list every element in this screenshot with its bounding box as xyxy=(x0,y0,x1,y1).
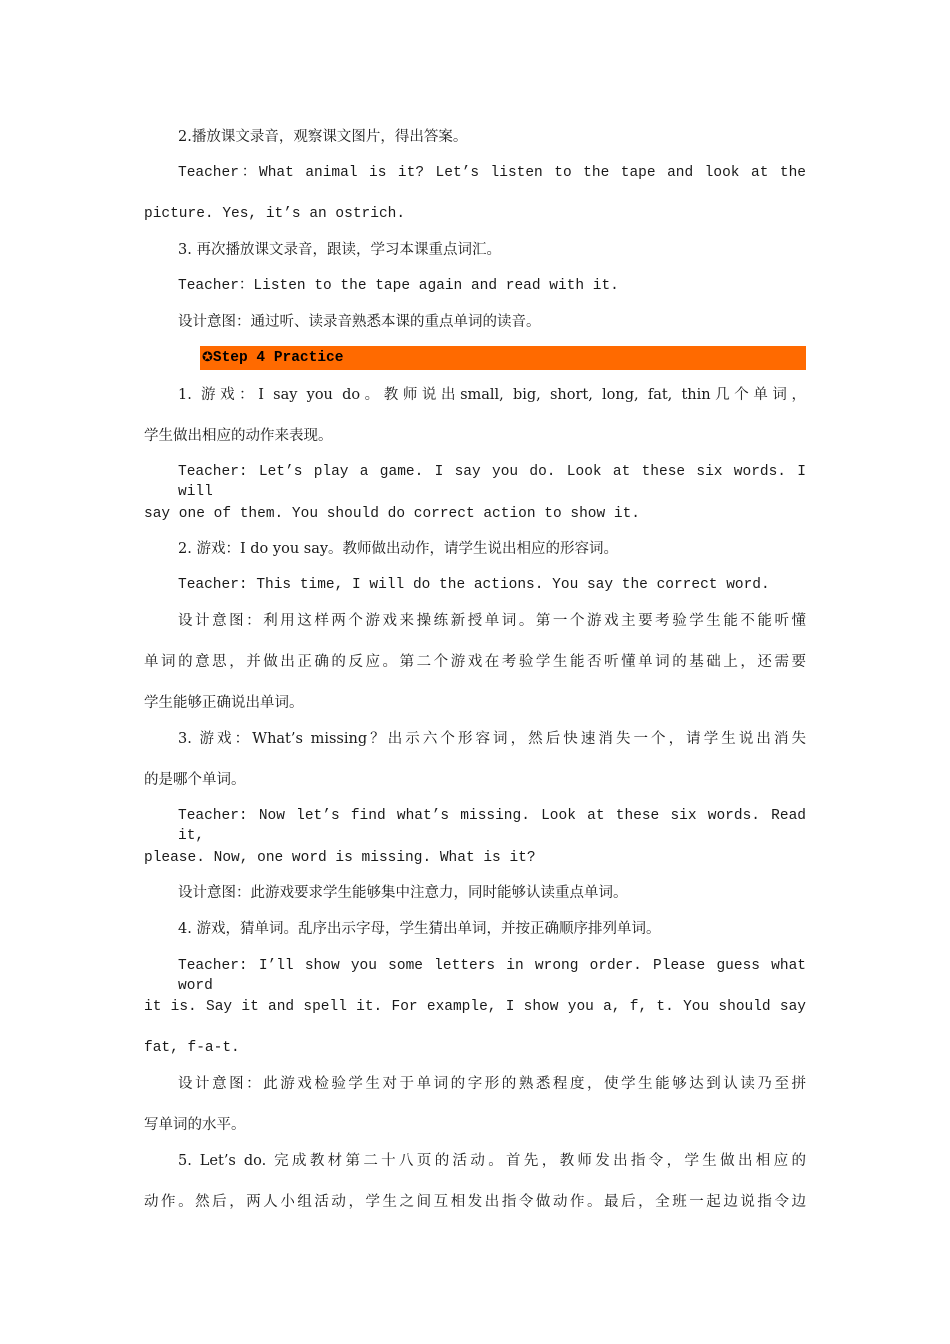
text-line: please. Now, one word is missing. What is it? xyxy=(144,850,536,866)
text-line: 2. 游戏：I do you say。教师做出动作，请学生说出相应的形容词。 xyxy=(178,541,619,557)
text-line: 设计意图：通过听、读录音熟悉本课的重点单词的读音。 xyxy=(178,314,541,330)
step-banner-title xyxy=(202,348,343,368)
text-line: say one of them. You should do correct action to show it. xyxy=(144,506,640,522)
text-line: 3. 再次播放课文录音，跟读，学习本课重点词汇。 xyxy=(178,242,501,258)
text-line: 3. 游戏：What’s missing？出示六个形容词，然后快速消失一个，请学生说出消失 xyxy=(178,731,806,747)
text-line: Teacher: This time, I will do the actions. You say the correct word. xyxy=(178,577,770,593)
text-line: Teacher: Let’s play a game. I say you do. Look at these six words. I will xyxy=(178,464,806,500)
text-line: 写单词的水平。 xyxy=(144,1117,246,1133)
text-line: 4. 游戏，猜单词。乱序出示字母，学生猜出单词，并按正确顺序排列单词。 xyxy=(178,921,661,937)
text-line: 设计意图：利用这样两个游戏来操练新授单词。第一个游戏主要考验学生能不能听懂 xyxy=(178,613,806,629)
text-line: Teacher: Now let’s find what’s missing. Look at these six words. Read it, xyxy=(178,808,806,844)
text-line: 2.播放课文录音，观察课文图片，得出答案。 xyxy=(178,129,468,145)
text-line: 设计意图：此游戏要求学生能够集中注意力，同时能够认读重点单词。 xyxy=(178,885,628,901)
text-line: 学生做出相应的动作来表现。 xyxy=(144,428,333,444)
text-line: Teacher: I’ll show you some letters in wrong order. Please guess what word xyxy=(178,958,806,994)
text-line: it is. Say it and spell it. For example, I show you a, f, t. You should say xyxy=(144,999,806,1015)
step-banner-label: Step 4 Practice xyxy=(212,350,344,366)
text-line: 的是哪个单词。 xyxy=(144,772,246,788)
text-line: 学生能够正确说出单词。 xyxy=(144,695,304,711)
text-line: fat, f-a-t. xyxy=(144,1040,240,1056)
star-circle-icon: ✪ xyxy=(202,350,213,365)
text-line: 5. Let’s do. 完成教材第二十八页的活动。首先，教师发出指令，学生做出相应的 xyxy=(178,1153,806,1169)
text-line: 设计意图：此游戏检验学生对于单词的字形的熟悉程度，使学生能够达到认读乃至拼 xyxy=(178,1076,806,1092)
text-line: Teacher：What animal is it? Let’s listen to the tape and look at the xyxy=(178,165,806,181)
text-line: Teacher：Listen to the tape again and read with it. xyxy=(178,278,619,294)
step-banner xyxy=(200,346,806,370)
text-line: 1. 游戏：I say you do。教师说出small, big, short, long, fat, thin几个单词， xyxy=(178,387,806,403)
text-line: 单词的意思，并做出正确的反应。第二个游戏在考验学生能否听懂单词的基础上，还需要 xyxy=(144,654,806,670)
text-line: 动作。然后，两人小组活动，学生之间互相发出指令做动作。最后，全班一起边说指令边 xyxy=(144,1194,806,1210)
text-line: picture. Yes, it’s an ostrich. xyxy=(144,206,406,222)
